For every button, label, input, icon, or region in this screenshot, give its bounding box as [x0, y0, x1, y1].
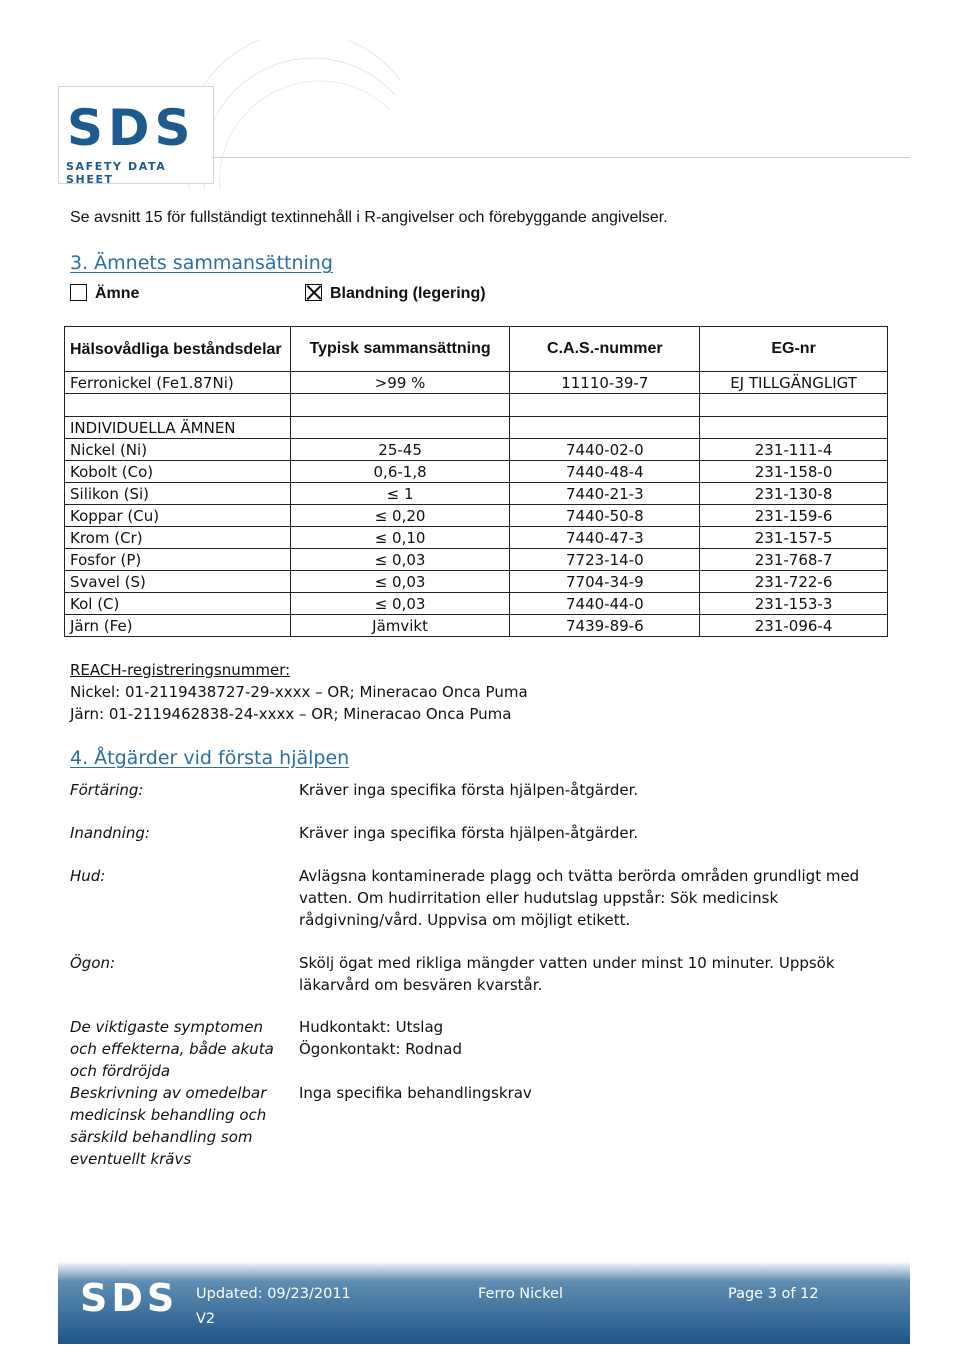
- sds-logo: [58, 86, 214, 184]
- table-row: [65, 439, 888, 461]
- table-cell: 0,6-1,8: [290, 461, 510, 483]
- table-cell: 7440-02-0: [510, 439, 700, 461]
- table-cell: 7440-44-0: [510, 593, 700, 615]
- table-cell: ≤ 0,03: [290, 593, 510, 615]
- table-cell: 7723-14-0: [510, 549, 700, 571]
- footer-page-number: Page 3 of 12: [728, 1286, 819, 1302]
- table-cell: ≤ 0,20: [290, 505, 510, 527]
- table-cell: Nickel (Ni): [65, 439, 291, 461]
- option-mixture: [305, 284, 486, 303]
- table-cell: ≤ 1: [290, 483, 510, 505]
- table-header-row: [65, 327, 888, 372]
- first-aid-label: Inandning:: [70, 824, 150, 842]
- table-cell: 231-153-3: [700, 593, 888, 615]
- table-row-empty: [65, 394, 888, 417]
- table-row: [65, 527, 888, 549]
- table-cell: Krom (Cr): [65, 527, 291, 549]
- option-mixture-label: Blandning (legering): [330, 285, 486, 302]
- table-cell: 231-130-8: [700, 483, 888, 505]
- first-aid-label: Ögon:: [70, 954, 116, 972]
- first-aid-label: Förtäring:: [70, 781, 144, 799]
- table-cell: Järn (Fe): [65, 615, 291, 637]
- first-aid-text: Skölj ögat med rikliga mängder vatten under minst 10 minuter. Uppsök läkarvård om besvären kvarstår.: [299, 954, 835, 994]
- symptoms-text: Hudkontakt: Utslag: [299, 1018, 444, 1036]
- table-row: [65, 615, 888, 637]
- table-row: [65, 505, 888, 527]
- footer-logo: SDS: [80, 1276, 179, 1320]
- logo-subtitle: SAFETY DATA SHEET: [66, 160, 167, 186]
- table-cell: 11110-39-7: [510, 372, 700, 394]
- table-cell: 7439-89-6: [510, 615, 700, 637]
- table-cell: Kobolt (Co): [65, 461, 291, 483]
- table-cell: 231-722-6: [700, 571, 888, 593]
- column-header: Typisk sammansättning: [290, 327, 510, 372]
- table-cell: ≤ 0,03: [290, 549, 510, 571]
- table-cell: 25-45: [290, 439, 510, 461]
- table-cell: 231-111-4: [700, 439, 888, 461]
- table-cell: Jämvikt: [290, 615, 510, 637]
- checked-box-icon: [305, 284, 322, 301]
- table-cell: Fosfor (P): [65, 549, 291, 571]
- table-cell: 231-159-6: [700, 505, 888, 527]
- table-cell: Ferronickel (Fe1.87Ni): [65, 372, 291, 394]
- table-cell: 7440-21-3: [510, 483, 700, 505]
- symptoms-label: De viktigaste symptomen och effekterna, både akuta och fördröjda: [70, 1018, 274, 1080]
- table-cell: Svavel (S): [65, 571, 291, 593]
- footer-version: V2: [196, 1311, 216, 1327]
- table-cell: Kol (C): [65, 593, 291, 615]
- table-cell: 7440-48-4: [510, 461, 700, 483]
- table-cell: ≤ 0,10: [290, 527, 510, 549]
- table-cell: Silikon (Si): [65, 483, 291, 505]
- composition-table: [64, 326, 888, 637]
- table-cell: 231-158-0: [700, 461, 888, 483]
- treatment-label: Beskrivning av omedelbar medicinsk behandling och särskild behandling som eventuellt krävs: [70, 1084, 267, 1168]
- table-cell: 7440-50-8: [510, 505, 700, 527]
- table-row: [65, 593, 888, 615]
- table-row: [65, 461, 888, 483]
- page-footer: [58, 1252, 910, 1344]
- footer-product: Ferro Nickel: [478, 1286, 563, 1302]
- table-row: [65, 372, 888, 394]
- table-cell: 231-768-7: [700, 549, 888, 571]
- table-cell: 7704-34-9: [510, 571, 700, 593]
- table-row: [65, 571, 888, 593]
- logo-text: SDS: [67, 99, 196, 157]
- table-cell: 231-096-4: [700, 615, 888, 637]
- first-aid-label: Hud:: [70, 867, 106, 885]
- column-header: Hälsovådliga beståndsdelar: [65, 327, 291, 372]
- column-header: C.A.S.-nummer: [510, 327, 700, 372]
- table-row: [65, 417, 888, 439]
- header-divider: [212, 157, 910, 158]
- section-4-title: 4. Åtgärder vid första hjälpen: [70, 747, 350, 769]
- reach-heading: REACH-registreringsnummer:: [70, 661, 291, 679]
- intro-text: Se avsnitt 15 för fullständigt textinnehåll i R-angivelser och förebyggande angivelser.: [70, 209, 668, 226]
- reach-line: Nickel: 01-2119438727-29-xxxx – OR; Mineracao Onca Puma: [70, 683, 528, 701]
- first-aid-text: Avlägsna kontaminerade plagg och tvätta berörda områden grundligt med vatten. Om hudirritation eller hudutslag uppstår: Sök medicinsk rådgivning/vård. Uppvisa om möjligt etikett.: [299, 867, 860, 929]
- table-row: [65, 549, 888, 571]
- column-header: EG-nr: [700, 327, 888, 372]
- table-cell: >99 %: [290, 372, 510, 394]
- section-3-title: 3. Ämnets sammansättning: [70, 252, 333, 274]
- reach-block: [70, 659, 528, 725]
- first-aid-text: Kräver inga specifika första hjälpen-åtgärder.: [299, 824, 639, 842]
- symptoms-text: Ögonkontakt: Rodnad: [299, 1040, 462, 1058]
- option-substance-label: Ämne: [95, 285, 140, 302]
- table-cell: ≤ 0,03: [290, 571, 510, 593]
- reach-line: Järn: 01-2119462838-24-xxxx – OR; Mineracao Onca Puma: [70, 705, 512, 723]
- treatment-text: Inga specifika behandlingskrav: [299, 1084, 532, 1102]
- table-row: [65, 483, 888, 505]
- footer-updated: Updated: 09/23/2011: [196, 1286, 351, 1302]
- first-aid-text: Kräver inga specifika första hjälpen-åtgärder.: [299, 781, 639, 799]
- table-cell: 231-157-5: [700, 527, 888, 549]
- table-cell: INDIVIDUELLA ÄMNEN: [65, 417, 291, 439]
- table-cell: 7440-47-3: [510, 527, 700, 549]
- unchecked-box-icon: [70, 284, 87, 301]
- table-cell: EJ TILLGÄNGLIGT: [700, 372, 888, 394]
- table-cell: Koppar (Cu): [65, 505, 291, 527]
- option-substance: [70, 284, 139, 303]
